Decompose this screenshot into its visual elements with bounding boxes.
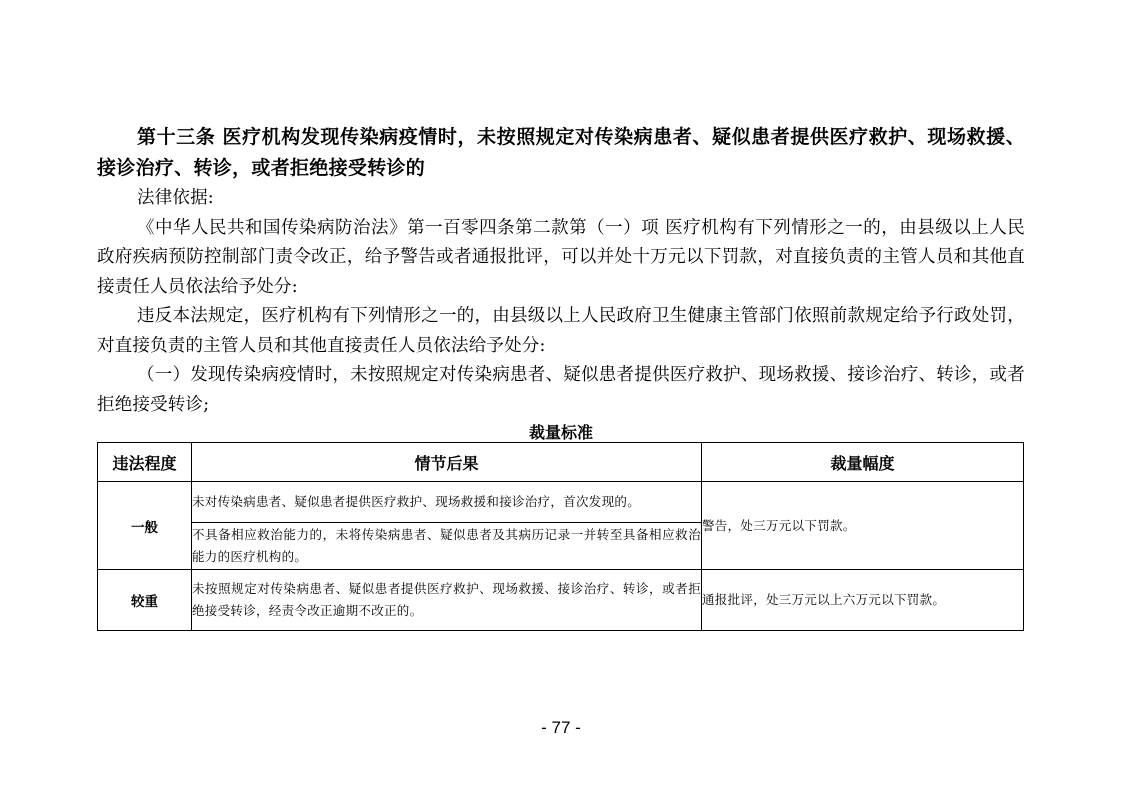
circumstance-cell: 不具备相应救治能力的，未将传染病患者、疑似患者及其病历记录一并转至具备相应救治能力的医疗机构的。 (192, 523, 702, 570)
column-header-discretion-range: 裁量幅度 (702, 443, 1024, 482)
table-row (98, 570, 1024, 631)
violation-level: 较重 (98, 570, 192, 631)
violation-level: 一般 (98, 482, 192, 570)
column-header-circumstances: 情节后果 (192, 443, 702, 482)
legal-basis-label: 法律依据: (137, 188, 214, 208)
circumstance-cell: 未按照规定对传染病患者、疑似患者提供医疗救护、现场救援、接诊治疗、转诊，或者拒绝接受转诊，经责令改正逾期不改正的。 (192, 570, 702, 631)
column-header-violation-degree: 违法程度 (98, 443, 192, 482)
legal-basis-paragraph: 违反本法规定，医疗机构有下列情形之一的，由县级以上人民政府卫生健康主管部门依照前款规定给予行政处罚，对直接负责的主管人员和其他直接责任人员依法给予处分: (97, 306, 1025, 356)
penalty-cell: 通报批评，处三万元以上六万元以下罚款。 (702, 570, 1024, 631)
circumstance-cell: 未对传染病患者、疑似患者提供医疗救护、现场救援和接诊治疗，首次发现的。 (192, 482, 702, 523)
table-row (98, 482, 1024, 523)
discretion-standard-table (97, 442, 1024, 631)
legal-basis-paragraph: 《中华人民共和国传染病防治法》第一百零四条第二款第（一）项 医疗机构有下列情形之一的，由县级以上人民政府疾病预防控制部门责令改正，给予警告或者通报批评，可以并处十万元以下罚款，对直接负责的主管人员和其他直接责任人员依法给予处分: (97, 217, 1025, 297)
table-title: 裁量标准 (528, 423, 593, 442)
penalty-cell: 警告，处三万元以下罚款。 (702, 482, 1024, 570)
table-header-row (98, 443, 1024, 482)
article-heading: 第十三条 医疗机构发现传染病疫情时，未按照规定对传染病患者、疑似患者提供医疗救护、现场救援、接诊治疗、转诊，或者拒绝接受转诊的 (97, 126, 1025, 179)
page-number: - 77 - (541, 718, 581, 737)
legal-basis-item: （一）发现传染病疫情时，未按照规定对传染病患者、疑似患者提供医疗救护、现场救援、接诊治疗、转诊，或者拒绝接受转诊; (97, 365, 1025, 415)
article-body (97, 122, 1025, 420)
